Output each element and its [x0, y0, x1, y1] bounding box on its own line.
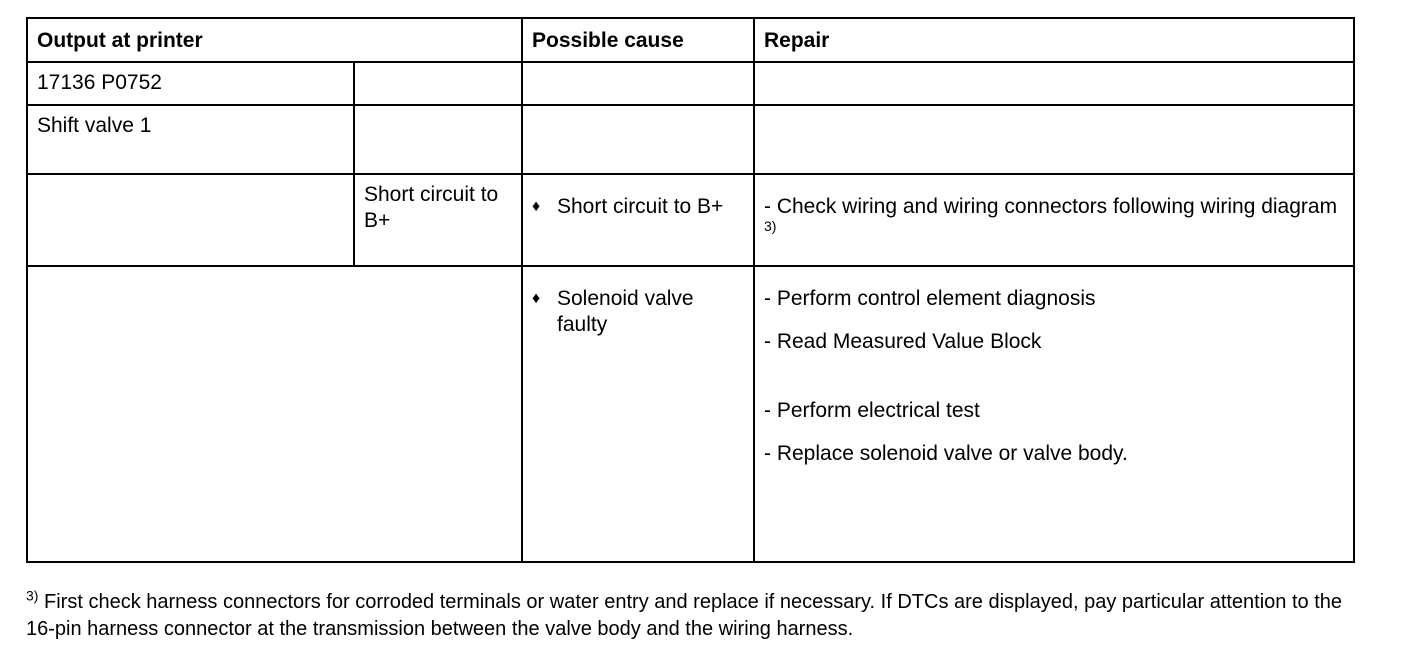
diamond-bullet-icon: ♦ — [532, 198, 541, 215]
repair-step: - Perform electrical test — [764, 399, 980, 422]
cause-cell — [522, 266, 754, 562]
table-row — [27, 62, 1354, 105]
empty-cell — [754, 105, 1354, 174]
empty-cell — [522, 105, 754, 174]
empty-cell — [522, 62, 754, 105]
cause-item — [532, 286, 744, 338]
empty-cell — [354, 105, 522, 174]
table-header-row — [27, 18, 1354, 62]
dtc-table — [26, 17, 1355, 563]
table-row — [27, 174, 1354, 266]
repair-cell — [754, 174, 1354, 266]
footnote-reference: 3) — [764, 218, 777, 234]
repair-step: - Read Measured Value Block — [764, 330, 1042, 353]
fault-code-cell: 17136 P0752 — [27, 62, 354, 105]
repair-step: - Check wiring and wiring connectors following wiring diagram — [764, 195, 1338, 218]
diamond-bullet-icon: ♦ — [532, 290, 541, 307]
empty-cell — [27, 266, 522, 562]
table-row — [27, 266, 1354, 562]
repair-step: - Replace solenoid valve or valve body. — [764, 442, 1128, 465]
cause-cell — [522, 174, 754, 266]
empty-cell — [27, 174, 354, 266]
header-repair: Repair — [754, 18, 1354, 62]
footnote-marker: 3) — [26, 587, 39, 604]
repair-cell — [754, 266, 1354, 562]
component-name-cell: Shift valve 1 — [27, 105, 354, 174]
cause-text: Solenoid valve faulty — [557, 287, 694, 336]
empty-cell — [754, 62, 1354, 105]
header-possible-cause: Possible cause — [522, 18, 754, 62]
empty-cell — [354, 62, 522, 105]
header-output-at-printer: Output at printer — [27, 18, 522, 62]
repair-step: - Perform control element diagnosis — [764, 287, 1096, 310]
footnote-text: First check harness connectors for corroded terminals or water entry and replace if necessary. If DTCs are displayed, pay particular attention to the 16-pin harness connector at the transmission between the valve body and the wiring harness. — [26, 591, 1343, 640]
footnote — [26, 589, 1366, 643]
fault-condition-cell: Short circuit to B+ — [354, 174, 522, 266]
cause-item — [532, 194, 744, 220]
cause-text: Short circuit to B+ — [557, 195, 724, 218]
table-row — [27, 105, 1354, 174]
